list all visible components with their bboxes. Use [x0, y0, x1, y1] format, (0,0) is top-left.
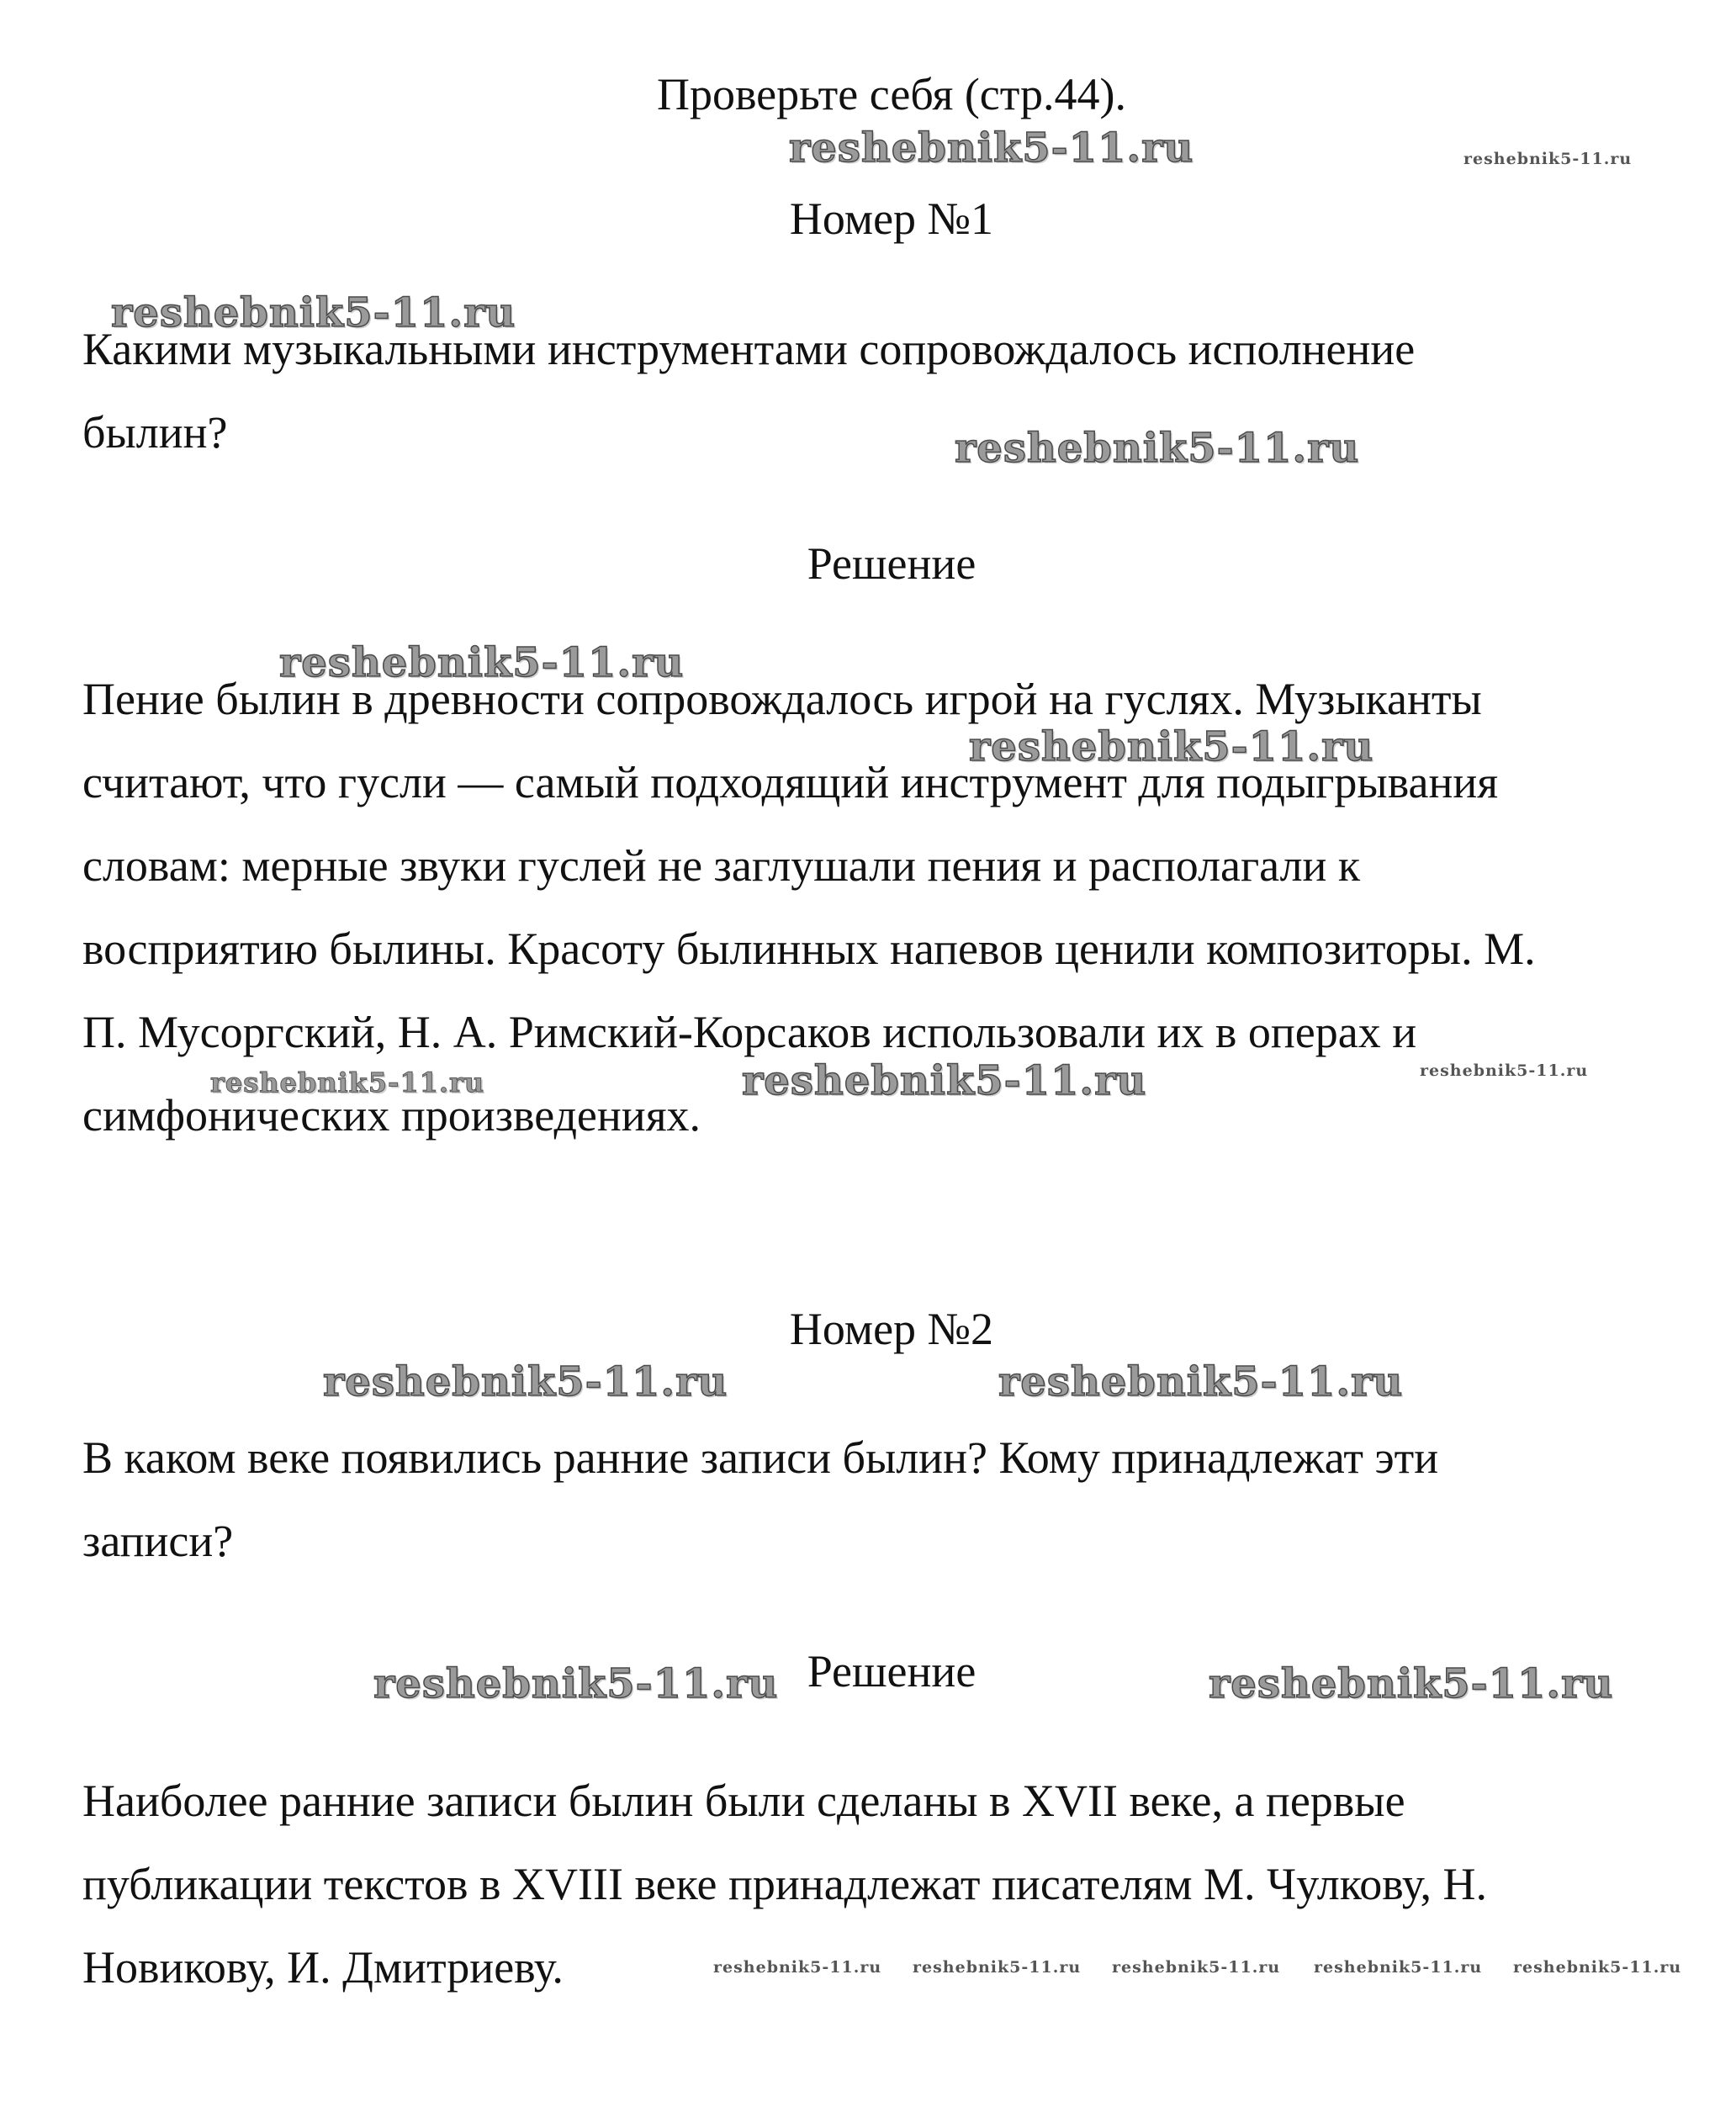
watermark: reshebnik5-11.ru — [955, 425, 1360, 472]
watermark: reshebnik5-11.ru — [789, 124, 1194, 172]
task-2-question-line: В каком веке появились ранние записи былин? Кому принадлежат эти — [82, 1432, 1439, 1483]
task-1-question-line: былин? — [82, 407, 228, 458]
task-2-answer-line: Наиболее ранние записи былин были сделаны в XVII веке, а первые — [82, 1776, 1405, 1826]
page-title: Проверьте себя (стр.44). — [656, 69, 1127, 119]
task-1-answer-line: считают, что гусли — самый подходящий инструмент для подыгрывания — [82, 757, 1499, 807]
watermark: reshebnik5-11.ru — [913, 1958, 1082, 1977]
watermark: reshebnik5-11.ru — [323, 1358, 728, 1405]
watermark: reshebnik5-11.ru — [713, 1958, 882, 1977]
task-1-answer-line: словам: мерные звуки гуслей не заглушали пения и располагали к — [82, 840, 1361, 891]
watermark: reshebnik5-11.ru — [1463, 150, 1633, 168]
task-1-answer-line: симфонических произведениях. — [82, 1090, 701, 1141]
watermark: reshebnik5-11.ru — [210, 1067, 485, 1098]
watermark: reshebnik5-11.ru — [279, 639, 685, 686]
task-1-answer-line: П. Мусоргский, Н. А. Римский-Корсаков использовали их в операх и — [82, 1007, 1417, 1057]
watermark: reshebnik5-11.ru — [742, 1057, 1147, 1104]
watermark: reshebnik5-11.ru — [1420, 1061, 1589, 1080]
task-1-question-line: Какими музыкальными инструментами сопровождалось исполнение — [82, 324, 1416, 374]
watermark: reshebnik5-11.ru — [1112, 1958, 1281, 1977]
watermark: reshebnik5-11.ru — [111, 289, 516, 336]
task-2-answer-line: Новикову, И. Дмитриеву. — [82, 1942, 564, 1993]
watermark: reshebnik5-11.ru — [373, 1660, 779, 1707]
watermark: reshebnik5-11.ru — [969, 723, 1374, 770]
watermark: reshebnik5-11.ru — [1513, 1958, 1682, 1977]
watermark: reshebnik5-11.ru — [1314, 1958, 1483, 1977]
task-2-solution-heading: Решение — [807, 1646, 977, 1696]
task-1-answer-line: восприятию былины. Красоту былинных напевов ценили композиторы. М. — [82, 924, 1536, 974]
task-2-question — [82, 1416, 1714, 1583]
task-1-answer-line: Пение былин в древности сопровождалось игрой на гуслях. Музыканты — [82, 674, 1482, 724]
task-2-answer-line: публикации текстов в XVIII веке принадлежат писателям М. Чулкову, Н. — [82, 1859, 1487, 1909]
task-2-number: Номер №2 — [789, 1304, 994, 1354]
watermark: reshebnik5-11.ru — [998, 1358, 1404, 1405]
task-1-solution-heading: Решение — [807, 538, 977, 589]
task-1-number: Номер №1 — [789, 193, 994, 244]
task-2-question-line: записи? — [82, 1516, 234, 1566]
watermark: reshebnik5-11.ru — [1209, 1660, 1614, 1707]
